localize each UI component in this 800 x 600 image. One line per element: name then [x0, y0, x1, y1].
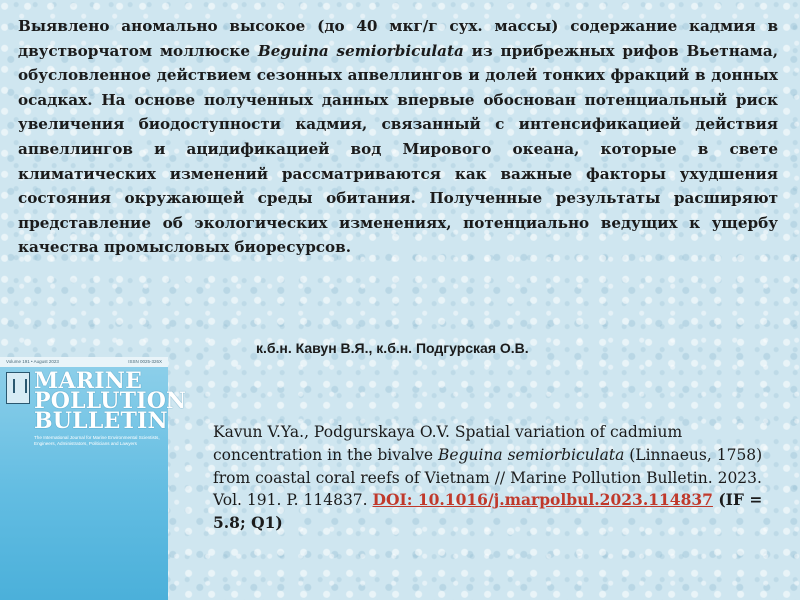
cover-title	[34, 368, 187, 434]
cover-title-line3: BULLETIN	[34, 408, 168, 434]
citation-part1: Kavun V.Ya., Podgurskaya O.V. Spatial variation of cadmium concentration in the bivalve	[213, 423, 683, 464]
cover-subtitle: The International Journal for Marine Environmental Scientists, Engineers, Administrators, Politicians and Lawyers	[34, 435, 160, 446]
journal-cover-image	[0, 357, 187, 600]
abstract-species: Beguina semiorbiculata	[257, 41, 464, 60]
cover-title-line2: POLLUTION	[34, 388, 187, 414]
abstract-text	[18, 14, 778, 260]
elsevier-logo-icon	[6, 372, 30, 404]
cover-issn: ISSN 0025-326X	[128, 359, 162, 364]
cover-volume: Volume 191 • August 2023	[6, 359, 59, 364]
citation-text	[213, 421, 773, 535]
cover-title-line1: MARINE	[34, 368, 143, 394]
doi-link[interactable]: DOI: 10.1016/j.marpolbul.2023.114837	[372, 490, 713, 510]
citation-species: Beguina semiorbiculata	[438, 445, 625, 464]
cover-topbar	[0, 357, 168, 367]
abstract-part2: из прибрежных рифов Вьетнама, обусловленное действием сезонных апвеллингов и долей тонких фракций в донных осадках. На основе полученных данных впервые обоснован потенциальный риск увеличения биодоступности кадмия, связанный с интенсификацией действия апвеллингов и ацидификацией вод Мирового океана, которые в свете климатических изменений рассматриваются как важные факторы ухудшения состояния окружающей среды обитания. Полученные результаты расширяют представление об экологических изменениях, потенциально ведущих к ущербу качества промысловых биоресурсов.	[18, 41, 778, 257]
abstract-part1: Выявлено аномально высокое (до 40 мкг/г сух. массы) содержание кадмия в двустворчатом моллюске	[18, 17, 778, 60]
citation-part2: (Linnaeus, 1758) from coastal coral reefs of Vietnam // Marine Pollution Bulletin. 2023. Vol. 191. P. 114837.	[213, 445, 763, 510]
authors-line: к.б.н. Кавун В.Я., к.б.н. Подгурская О.В.	[256, 340, 529, 356]
impact-factor: (IF = 5.8; Q1)	[213, 490, 763, 533]
